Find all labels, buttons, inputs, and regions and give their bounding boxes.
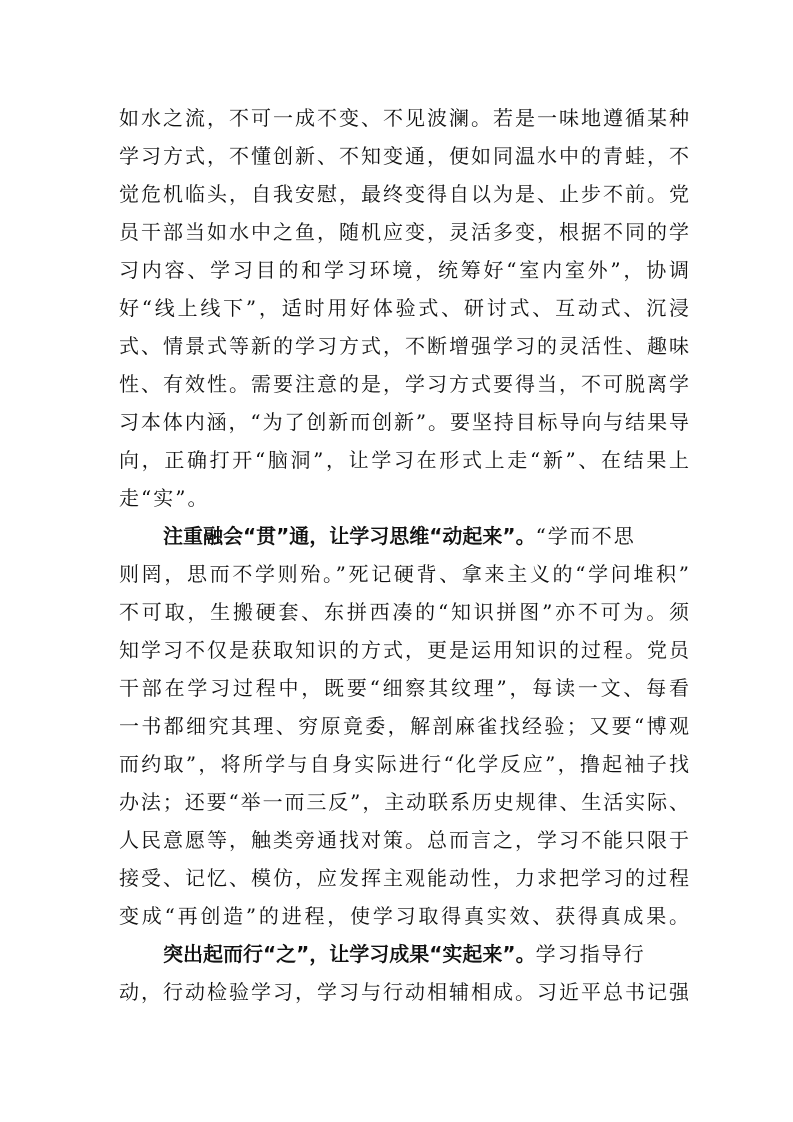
paragraph-text: “学而不思 (535, 524, 636, 548)
paragraph-line: 习本体内涵，“为了创新而创新”。要坚持目标导向与结果导 (119, 410, 689, 434)
paragraph-line: 接受、记忆、模仿，应发挥主观能动性，力求把学习的过程 (119, 866, 689, 890)
paragraph-line: 学习方式，不懂创新、不知变通，便如同温水中的青蛙，不 (119, 144, 689, 168)
paragraph-line: 习内容、学习目的和学习环境，统筹好“室内室外”，协调 (119, 258, 689, 282)
paragraph-line: 人民意愿等，触类旁通找对策。总而言之，学习不能只限于 (119, 828, 689, 852)
paragraph-line: 如水之流，不可一成不变、不见波澜。若是一味地遵循某种 (119, 106, 689, 130)
paragraph-line: 办法；还要“举一而三反”，主动联系历史规律、生活实际、 (119, 790, 689, 814)
section-heading: 注重融会“贯”通，让学习思维“动起来”。 (163, 524, 536, 548)
paragraph-line: 式、情景式等新的学习方式，不断增强学习的灵活性、趣味 (119, 334, 689, 358)
section-heading: 突出起而行“之”，让学习成果“实起来”。 (163, 942, 536, 966)
paragraph-line: 则罔，思而不学则殆。”死记硬背、拿来主义的“学问堆积” (119, 562, 689, 586)
paragraph-first-line (163, 939, 646, 969)
paragraph-line: 好“线上线下”，适时用好体验式、研讨式、互动式、沉浸 (119, 296, 689, 320)
paragraph-line: 变成“再创造”的进程，使学习取得真实效、获得真成果。 (119, 904, 689, 928)
paragraph-line: 而约取”，将所学与自身实际进行“化学反应”，撸起袖子找 (119, 752, 689, 776)
paragraph-line: 一书都细究其理、穷原竟委，解剖麻雀找经验；又要“博观 (119, 714, 689, 738)
paragraph-line: 干部在学习过程中，既要“细察其纹理”，每读一文、每看 (119, 676, 689, 700)
paragraph-line: 动，行动检验学习，学习与行动相辅相成。习近平总书记强 (119, 980, 689, 1004)
paragraph-line: 不可取，生搬硬套、东拼西凑的“知识拼图”亦不可为。须 (119, 600, 689, 624)
paragraph-line: 觉危机临头，自我安慰，最终变得自以为是、止步不前。党 (119, 182, 689, 206)
paragraph-first-line (163, 521, 636, 551)
paragraph-line: 走“实”。 (119, 486, 210, 510)
paragraph-text: 学习指导行 (535, 942, 646, 966)
paragraph-line: 知学习不仅是获取知识的方式，更是运用知识的过程。党员 (119, 638, 689, 662)
paragraph-line: 性、有效性。需要注意的是，学习方式要得当，不可脱离学 (119, 372, 689, 396)
paragraph-line: 员干部当如水中之鱼，随机应变，灵活多变，根据不同的学 (119, 220, 689, 244)
paragraph-line: 向，正确打开“脑洞”，让学习在形式上走“新”、在结果上 (119, 448, 689, 472)
